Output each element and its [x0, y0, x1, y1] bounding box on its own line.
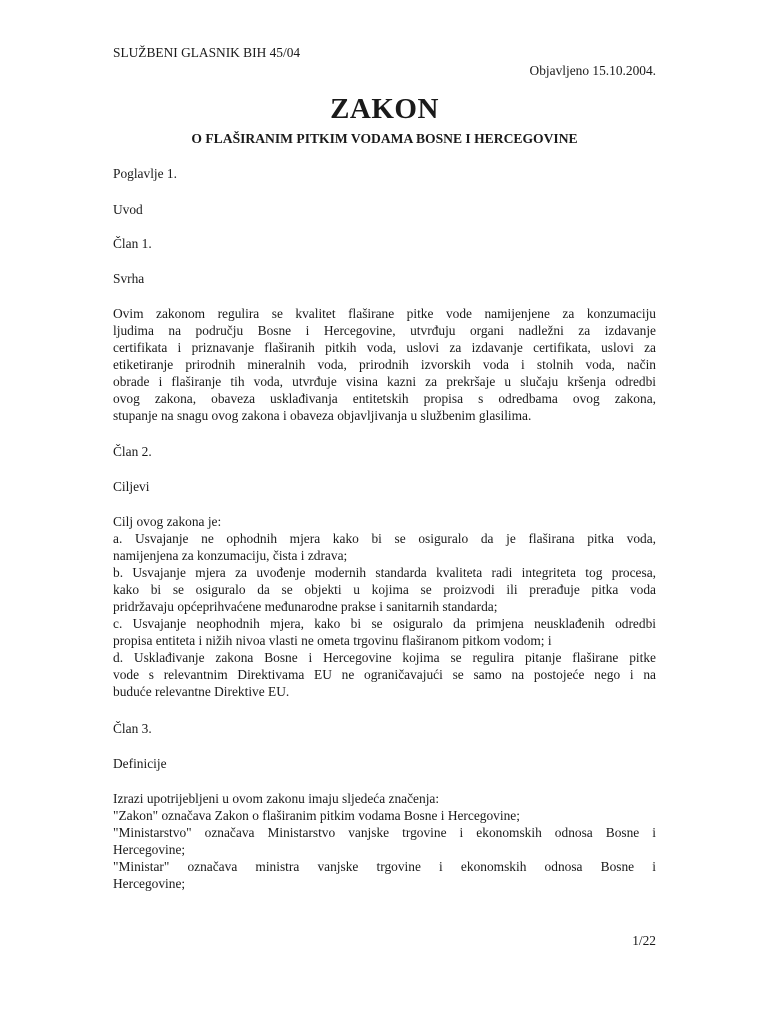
article-3-heading: Definicije [113, 756, 167, 771]
definition-line: Hercegovine; [113, 842, 186, 857]
chapter-name: Uvod [113, 202, 143, 217]
paragraph-line: ljudima na području Bosne i Hercegovine, utvrđuju organi nadležni za izdavanje [113, 323, 656, 338]
article-2-label: Član 2. [113, 444, 152, 459]
list-item-line: propisa entiteta i nižih nivoa vlasti ne ometa trgovinu flaširanom pitkom vodom; i [113, 633, 552, 648]
list-intro: Izrazi upotrijebljeni u ovom zakonu imaju sljedeća značenja: [113, 791, 440, 806]
article-1-label: Član 1. [113, 236, 152, 251]
definition-line: Hercegovine; [113, 876, 186, 891]
paragraph-line: ovog zakona, obaveza usklađivanja entitetskih propisa s odredbama ovog zakona, [113, 391, 656, 406]
article-2-heading: Ciljevi [113, 479, 150, 494]
list-item-line: vode s relevantnim Direktivama EU ne ograničavajući se samo na postojeće nego i na [113, 667, 656, 682]
list-item-line: namijenjena za konzumaciju, čista i zdrava; [113, 548, 348, 563]
list-intro: Cilj ovog zakona je: [113, 514, 222, 529]
document-title: ZAKON [330, 93, 439, 125]
paragraph-line: certifikata i priznavanje flaširanih pitkih voda, uslovi za izdavanje certifikata, uslovi za [113, 340, 656, 355]
list-item-line: b. Usvajanje mjera za uvođenje modernih standarda kvaliteta radi integriteta tog procesa, [113, 565, 656, 580]
document-subtitle: O FLAŠIRANIM PITKIM VODAMA BOSNE I HERCEGOVINE [191, 131, 578, 146]
article-3-label: Član 3. [113, 721, 152, 736]
page-number: 1/22 [632, 933, 656, 948]
gazette-reference: SLUŽBENI GLASNIK BIH 45/04 [113, 45, 301, 60]
paragraph-line: etiketiranje prirodnih mineralnih voda, prirodnih izvorskih voda i stolnih voda, način [113, 357, 656, 372]
definition-line: "Ministarstvo" označava Ministarstvo vanjske trgovine i ekonomskih odnosa Bosne i [113, 825, 656, 840]
article-1-body [113, 305, 656, 424]
list-item-line: c. Usvajanje neophodnih mjera, kako bi se osiguralo da primjena neusklađenih odredbi [113, 616, 656, 631]
article-2-body [113, 513, 656, 700]
paragraph-line: Ovim zakonom regulira se kvalitet flaširane pitke vode namijenjene za konzumaciju [113, 306, 656, 321]
list-item-line: buduće relevantne Direktive EU. [113, 684, 290, 699]
article-1-heading: Svrha [113, 271, 145, 286]
list-item-line: kako bi se osiguralo da se objekti u kojima se proizvodi ili prerađuje pitka voda [113, 582, 656, 597]
article-3-body [113, 790, 656, 892]
paragraph-line: obrade i flaširanje tih voda, utvrđuje visina kazni za prekršaje u slučaju kršenja odredbi [113, 374, 656, 389]
definition-line: "Ministar" označava ministra vanjske trgovine i ekonomskih odnosa Bosne i [113, 859, 656, 874]
definition-line: "Zakon" označava Zakon o flaširanim pitkim vodama Bosne i Hercegovine; [113, 808, 520, 823]
paragraph-line: stupanje na snagu ovog zakona i obaveza objavljivanja u službenim glasilima. [113, 408, 532, 423]
chapter-label: Poglavlje 1. [113, 166, 177, 181]
list-item-line: a. Usvajanje ne ophodnih mjera kako bi se osiguralo da je flaširana pitka voda, [113, 531, 656, 546]
list-item-line: pridržavaju općeprihvaćene međunarodne prakse i sanitarnih standarda; [113, 599, 498, 614]
publication-date: Objavljeno 15.10.2004. [529, 63, 656, 78]
list-item-line: d. Usklađivanje zakona Bosne i Hercegovine kojima se regulira pitanje flaširane pitke [113, 650, 656, 665]
